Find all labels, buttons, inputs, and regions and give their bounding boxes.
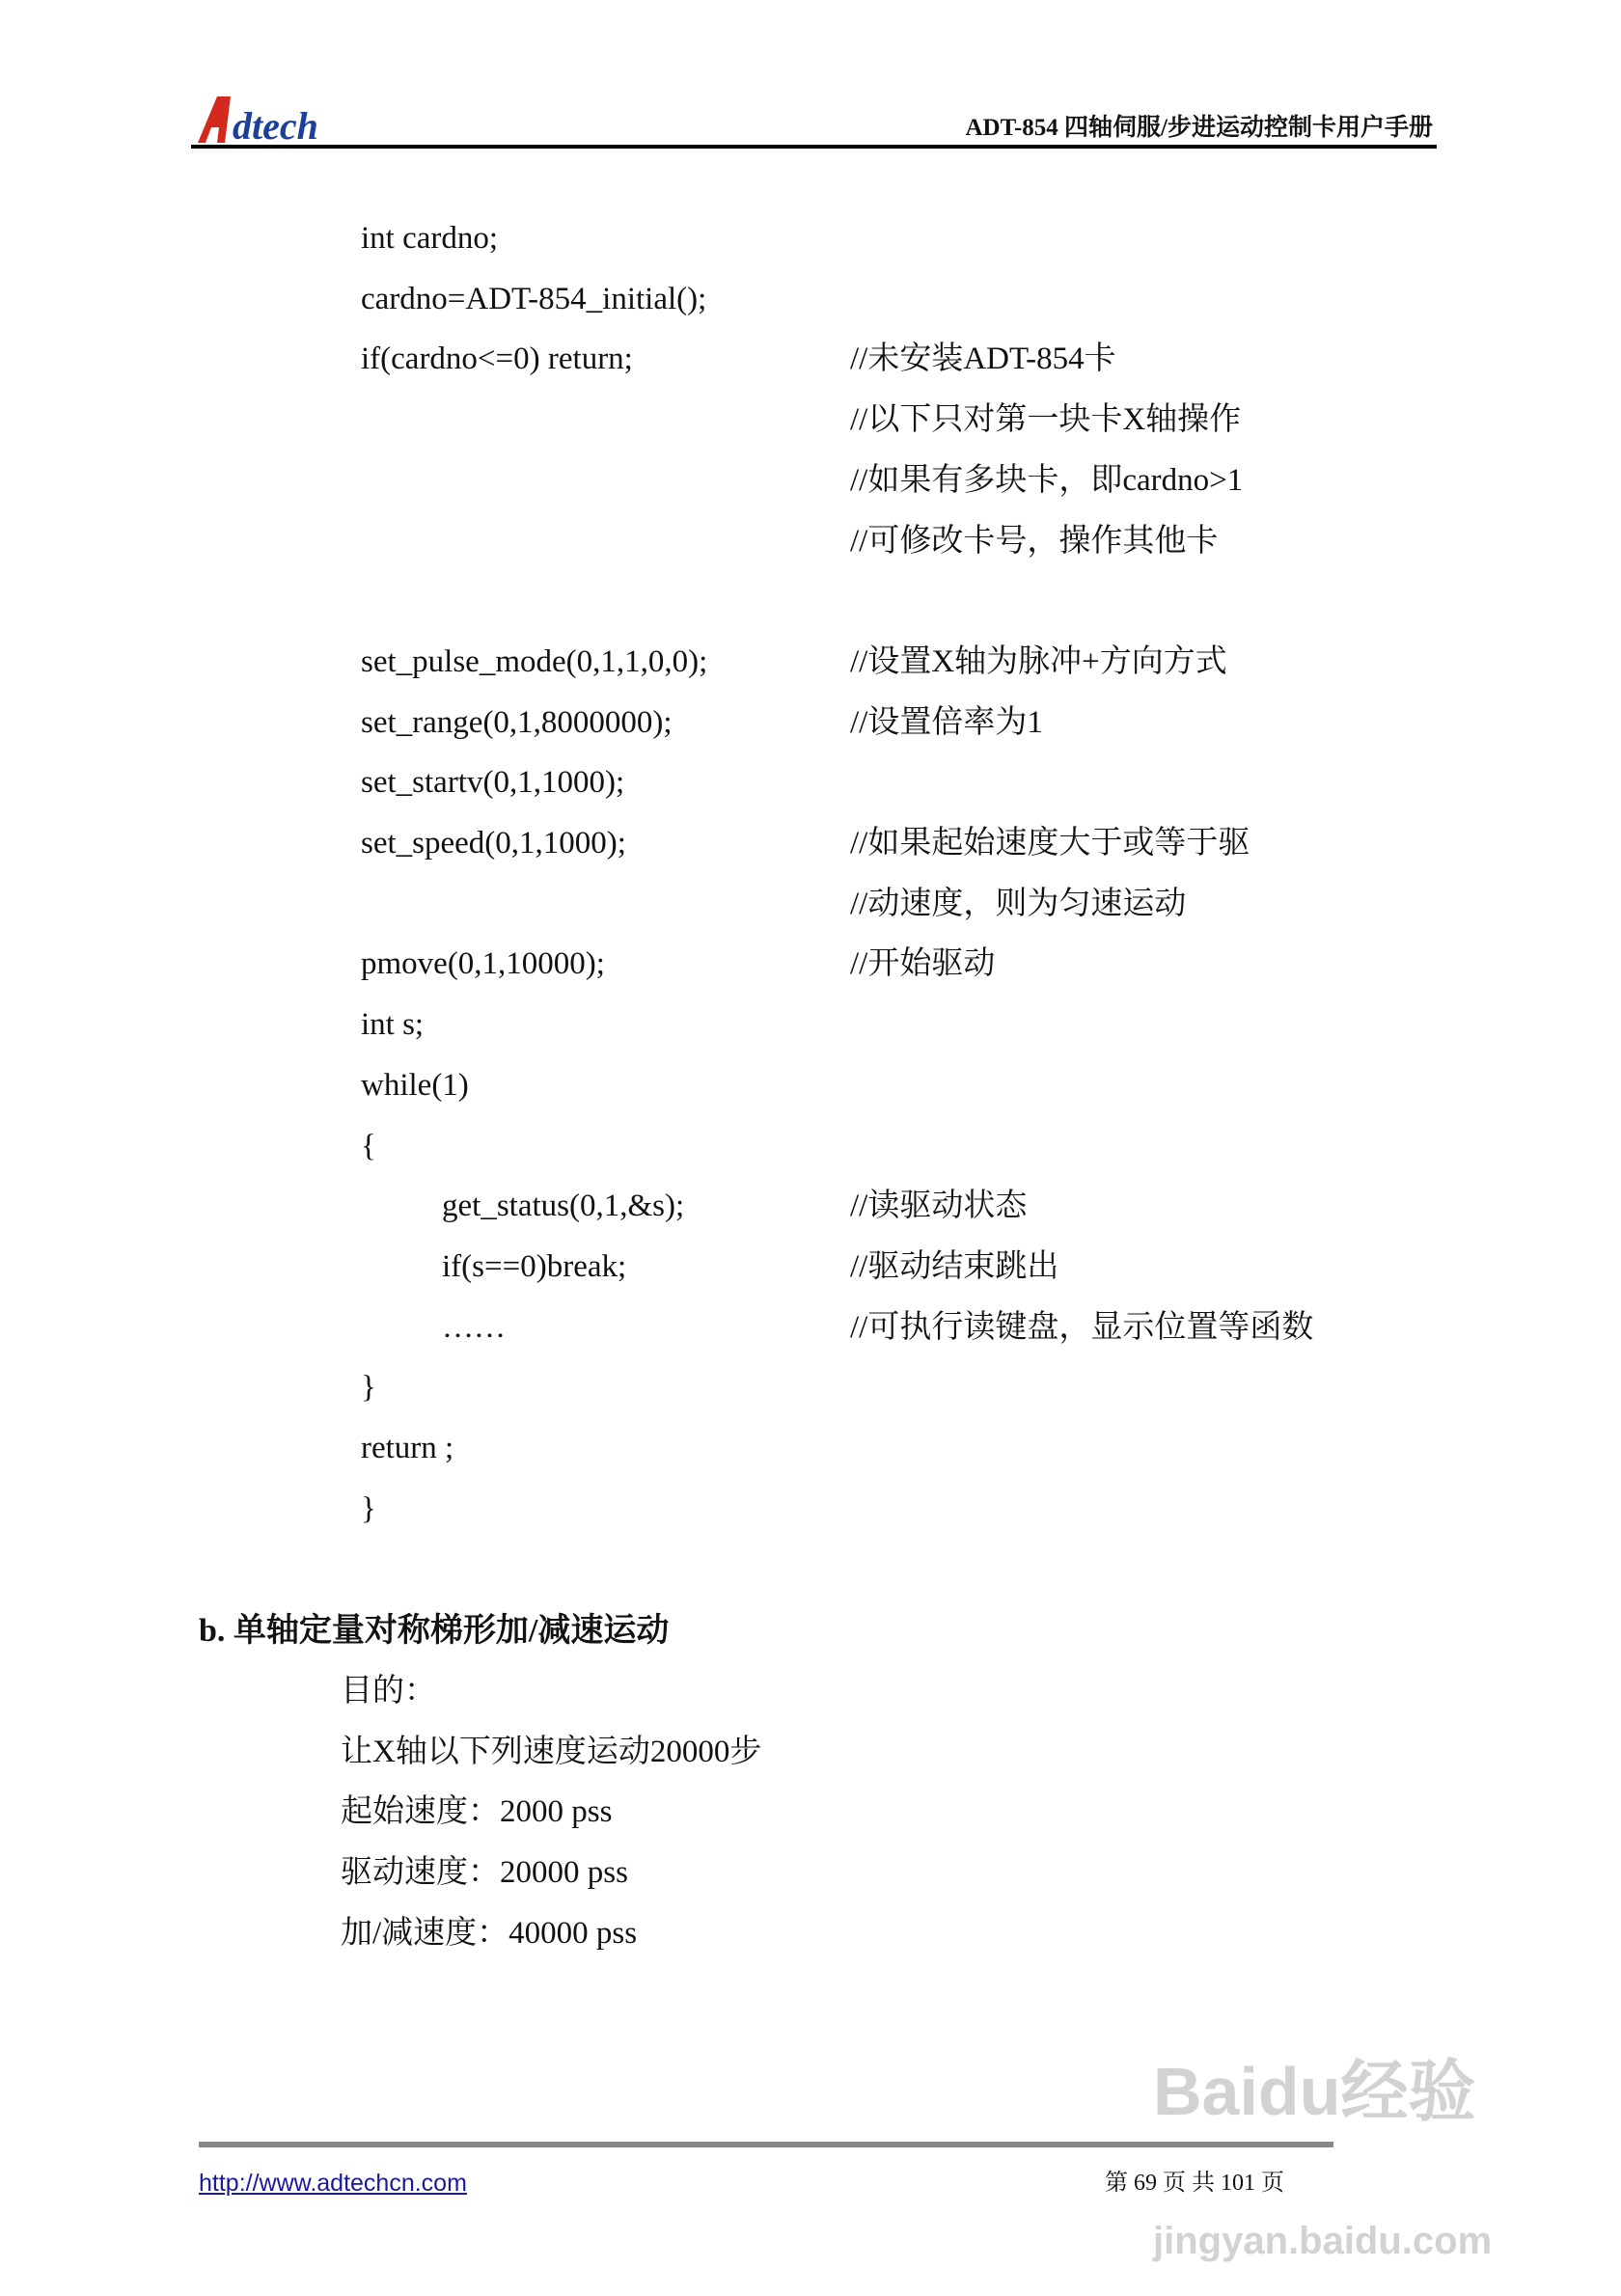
- svg-text:dtech: dtech: [233, 104, 318, 145]
- section-b-item: 驱动速度：20000 pss: [341, 1855, 628, 1891]
- code-line: pmove(0,1,10000);: [361, 946, 605, 982]
- code-line: return ;: [361, 1431, 454, 1465]
- code-comment: //驱动结束跳出: [850, 1248, 1059, 1284]
- code-comment: //如果有多块卡，即cardno>1: [850, 462, 1244, 498]
- code-line: set_speed(0,1,1000);: [361, 826, 626, 861]
- code-line: get_status(0,1,&s);: [442, 1189, 685, 1224]
- code-line: }: [361, 1490, 376, 1526]
- code-line: }: [361, 1370, 376, 1406]
- section-b-item: 让X轴以下列速度运动20000步: [341, 1734, 762, 1769]
- section-b-item: 起始速度：2000 pss: [341, 1794, 613, 1830]
- code-line: int cardno;: [361, 221, 499, 256]
- adtech-logo: [196, 95, 341, 145]
- section-b-item: 加/减速度：40000 pss: [341, 1915, 638, 1951]
- code-comment: //设置X轴为脉冲+方向方式: [850, 643, 1227, 679]
- code-comment: //可执行读键盘，显示位置等函数: [850, 1309, 1314, 1345]
- code-comment: //动速度，则为匀速运动: [850, 886, 1187, 921]
- code-line: {: [361, 1128, 376, 1163]
- code-comment: //读驱动状态: [850, 1189, 1028, 1224]
- code-comment: //设置倍率为1: [850, 704, 1043, 740]
- code-comment: //未安装ADT-854卡: [850, 342, 1116, 377]
- section-b-heading: b. 单轴定量对称梯形加/减速运动: [199, 1613, 670, 1649]
- code-line: if(cardno<=0) return;: [361, 342, 633, 377]
- code-comment: //如果起始速度大于或等于驱: [850, 826, 1250, 861]
- code-line: int s;: [361, 1007, 425, 1043]
- code-line: ……: [442, 1309, 506, 1345]
- header-title: ADT-854 四轴伺服/步进运动控制卡用户手册: [965, 115, 1433, 141]
- page-number: 第 69 页 共 101 页: [1105, 2171, 1284, 2196]
- code-line: set_startv(0,1,1000);: [361, 765, 625, 801]
- header-divider: [191, 145, 1437, 149]
- code-comment: //以下只对第一块卡X轴操作: [850, 402, 1242, 438]
- code-line: while(1): [361, 1067, 469, 1103]
- code-line: set_pulse_mode(0,1,1,0,0);: [361, 643, 708, 679]
- code-line: cardno=ADT-854_initial();: [361, 281, 707, 316]
- footer-website-link[interactable]: http://www.adtechcn.com: [199, 2170, 467, 2197]
- footer-divider: [199, 2142, 1333, 2147]
- watermark-line1: Baidu经验: [1153, 2054, 1476, 2129]
- watermark-line2: jingyan.baidu.com: [1153, 2220, 1493, 2262]
- code-comment: //可修改卡号，操作其他卡: [850, 523, 1219, 559]
- code-line: if(s==0)break;: [442, 1248, 627, 1284]
- code-comment: //开始驱动: [850, 946, 996, 982]
- code-line: set_range(0,1,8000000);: [361, 704, 673, 740]
- section-b-item: 目的：: [341, 1674, 436, 1708]
